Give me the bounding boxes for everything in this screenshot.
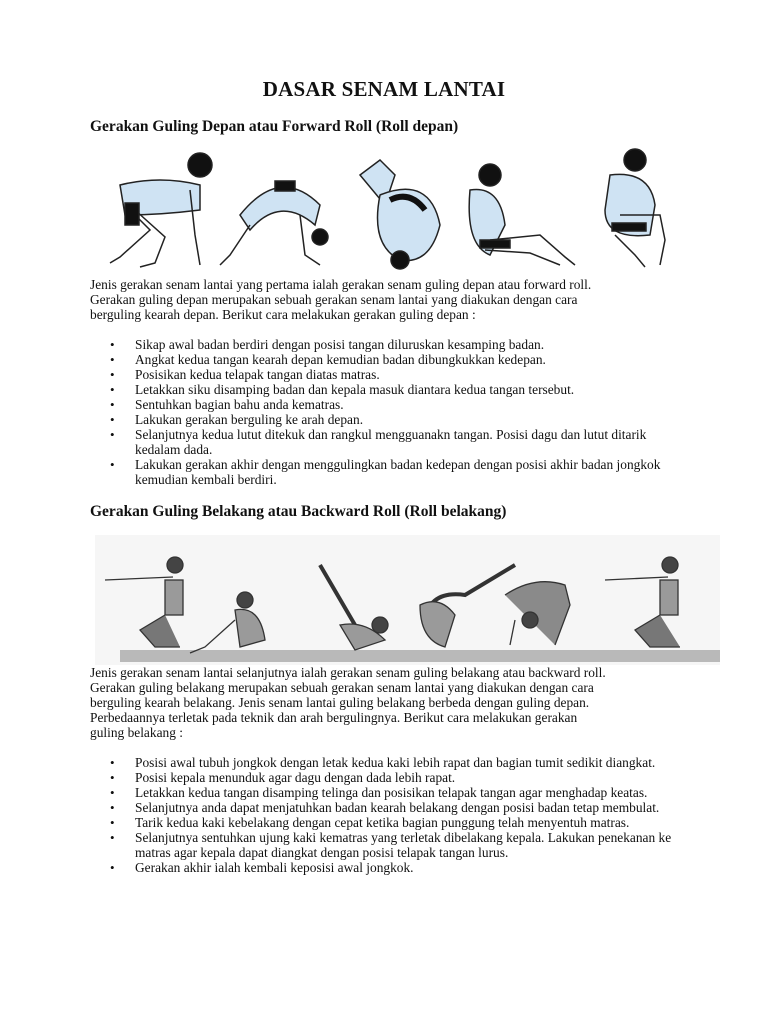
list-item: • Lakukan gerakan berguling ke arah depan. — [110, 412, 690, 427]
para-line: Gerakan guling depan merupakan sebuah gerakan senam lantai yang diakukan dengan cara — [90, 292, 578, 307]
list-item: • Lakukan gerakan akhir dengan menggulingkan badan kedepan dengan posisi akhir badan jongkok kemudian kembali berdiri. — [110, 457, 690, 487]
para-line: Perbedaannya terletak pada teknik dan arah bergulingnya. Berikut cara melakukan gerakan — [90, 710, 578, 725]
para-line: Jenis gerakan senam lantai yang pertama ialah gerakan senam guling depan atau forward roll. — [90, 277, 592, 292]
list-item: • Sikap awal badan berdiri dengan posisi tangan diluruskan kesamping badan. — [110, 337, 690, 352]
section-heading-backward-roll: Gerakan Guling Belakang atau Backward Roll (Roll belakang) — [90, 503, 507, 520]
para-line: berguling kearah depan. Berikut cara melakukan gerakan guling depan : — [90, 307, 476, 322]
list-item: • Selanjutnya sentuhkan ujung kaki kematras yang terletak dibelakang kepala. Lakukan penekanan ke matras agar kepala dapat diangkat dengan posisi telapak tangan lurus. — [110, 830, 690, 860]
list-item: • Posisi kepala menunduk agar dagu dengan dada lebih rapat. — [110, 770, 690, 785]
list-item: • Selanjutnya kedua lutut ditekuk dan rangkul mengguanakn tangan. Posisi dagu dan lutut ditarik kedalam dada. — [110, 427, 690, 457]
para-line: Gerakan guling belakang merupakan sebuah gerakan senam lantai yang diakukan dengan cara — [90, 680, 594, 695]
list-item: • Posisikan kedua telapak tangan diatas matras. — [110, 367, 690, 382]
forward-roll-intro — [90, 277, 690, 322]
section-heading-forward-roll: Gerakan Guling Depan atau Forward Roll (Roll depan) — [90, 118, 459, 135]
para-line: berguling kearah belakang. Jenis senam lantai guling belakang berbeda dengan guling depan. — [90, 695, 590, 710]
list-item: • Posisi awal tubuh jongkok dengan letak kedua kaki lebih rapat dan bagian tumit sedikit diangkat. — [110, 755, 690, 770]
list-item: • Angkat kedua tangan kearah depan kemudian badan dibungkukkan kedepan. — [110, 352, 690, 367]
list-item: • Letakkan kedua tangan disamping telinga dan posisikan telapak tangan agar menghadap keatas. — [110, 785, 690, 800]
backward-roll-intro — [90, 665, 690, 740]
para-line: Jenis gerakan senam lantai selanjutnya ialah gerakan senam guling belakang atau backward roll. — [90, 665, 606, 680]
forward-roll-steps — [110, 337, 690, 487]
para-line: guling belakang : — [90, 725, 183, 740]
list-item: • Sentuhkan bagian bahu anda kematras. — [110, 397, 690, 412]
forward-roll-illustration — [90, 145, 690, 275]
page-title: DASAR SENAM LANTAI — [262, 77, 506, 101]
list-item: • Gerakan akhir ialah kembali keposisi awal jongkok. — [110, 860, 690, 875]
list-item: • Tarik kedua kaki kebelakang dengan cepat ketika bagian punggung telah menyentuh matras. — [110, 815, 690, 830]
backward-roll-illustration — [95, 535, 720, 665]
list-item: • Selanjutnya anda dapat menjatuhkan badan kearah belakang dengan posisi badan tetap membulat. — [110, 800, 690, 815]
backward-roll-steps — [110, 755, 690, 875]
list-item: • Letakkan siku disamping badan dan kepala masuk diantara kedua tangan tersebut. — [110, 382, 690, 397]
